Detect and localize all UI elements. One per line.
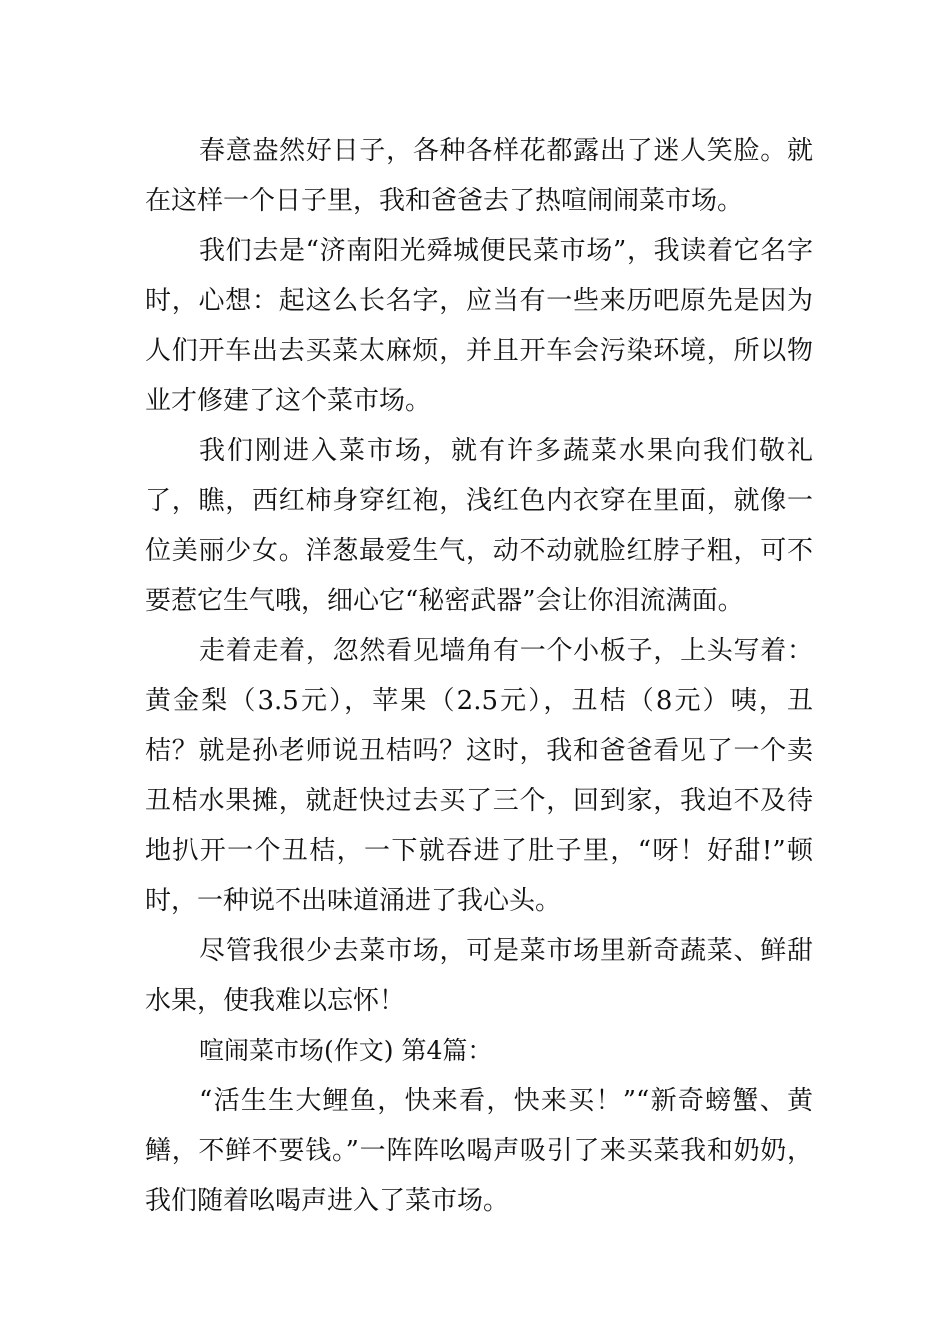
document-body — [145, 126, 813, 1226]
paragraph-1: 春意盎然好日子，各种各样花都露出了迷人笑脸。就在这样一个日子里，我和爸爸去了热喧闹闹菜市场。 — [145, 136, 813, 216]
paragraph-4: 走着走着，忽然看见墙角有一个小板子，上头写着：黄金梨（3.5元），苹果（2.5元），丑桔（8元）咦，丑桔？就是孙老师说丑桔吗？这时，我和爸爸看见了一个卖丑桔水果摊，就赶快过去买了三个，回到家，我迫不及待地扒开一个丑桔，一下就吞进了肚子里，“呀！好甜!”顿时，一种说不出味道涌进了我心头。 — [145, 636, 813, 916]
section-heading: 喧闹菜市场(作文) 第4篇： — [199, 1036, 493, 1065]
paragraph-2: 我们去是“济南阳光舜城便民菜市场”，我读着它名字时，心想：起这么长名字，应当有一些来历吧原先是因为人们开车出去买菜太麻烦，并且开车会污染环境，所以物业才修建了这个菜市场。 — [145, 236, 813, 416]
paragraph-6: “活生生大鲤鱼，快来看，快来买！”“新奇螃蟹、黄鳝，不鲜不要钱。”一阵阵吆喝声吸引了来买菜我和奶奶，我们随着吆喝声进入了菜市场。 — [145, 1086, 813, 1216]
paragraph-5: 尽管我很少去菜市场，可是菜市场里新奇蔬菜、鲜甜水果，使我难以忘怀！ — [145, 936, 813, 1016]
paragraph-3: 我们刚进入菜市场，就有许多蔬菜水果向我们敬礼了，瞧，西红柿身穿红袍，浅红色内衣穿在里面，就像一位美丽少女。洋葱最爱生气，动不动就脸红脖子粗，可不要惹它生气哦，细心它“秘密武器”会让你泪流满面。 — [145, 436, 813, 616]
